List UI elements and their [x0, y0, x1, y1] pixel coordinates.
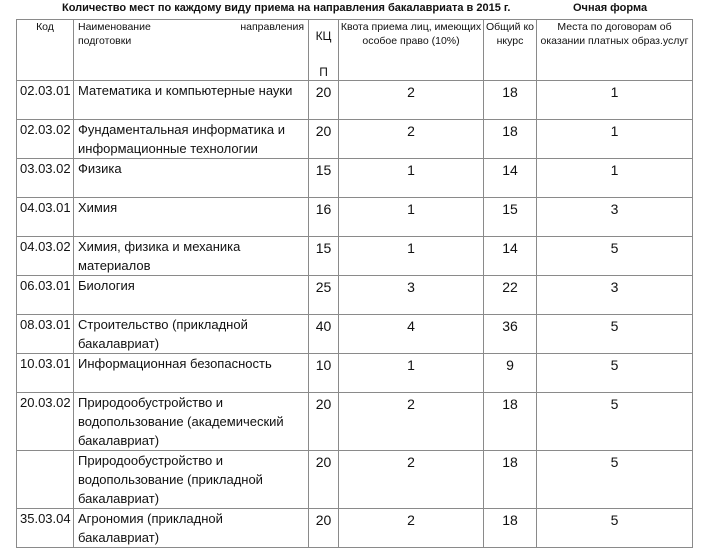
- row-contract: 1: [537, 120, 693, 159]
- row-kcp: 20: [309, 120, 339, 159]
- header-name-word: Наименование: [78, 21, 151, 33]
- header-name: [74, 20, 309, 81]
- row-kcp: 15: [309, 237, 339, 276]
- row-quota: 1: [339, 354, 484, 393]
- table-row: [17, 451, 693, 509]
- row-name: Химия: [74, 198, 309, 237]
- row-kcp: 20: [309, 81, 339, 120]
- row-contract: 5: [537, 393, 693, 451]
- table-header-row: [17, 20, 693, 81]
- table-row: [17, 120, 693, 159]
- row-name: Химия, физика и механика материалов: [74, 237, 309, 276]
- row-quota: 3: [339, 276, 484, 315]
- row-general: 18: [484, 451, 537, 509]
- row-quota: 2: [339, 81, 484, 120]
- row-name: Информационная безопасность: [74, 354, 309, 393]
- table-row: [17, 237, 693, 276]
- row-kcp: 15: [309, 159, 339, 198]
- row-quota: 1: [339, 237, 484, 276]
- row-contract: 3: [537, 198, 693, 237]
- table-row: [17, 393, 693, 451]
- table-row: [17, 315, 693, 354]
- row-name: Природообустройство и водопользование (прикладной бакалавриат): [74, 451, 309, 509]
- row-name: Природообустройство и водопользование (академический бакалавриат): [74, 393, 309, 451]
- table-row: [17, 198, 693, 237]
- row-name: Физика: [74, 159, 309, 198]
- row-name: Биология: [74, 276, 309, 315]
- row-kcp: 40: [309, 315, 339, 354]
- row-kcp: 20: [309, 393, 339, 451]
- row-code: 02.03.02: [17, 120, 74, 159]
- row-contract: 5: [537, 237, 693, 276]
- table-row: [17, 354, 693, 393]
- row-quota: 2: [339, 120, 484, 159]
- row-code: 04.03.02: [17, 237, 74, 276]
- row-quota: 4: [339, 315, 484, 354]
- row-code: 06.03.01: [17, 276, 74, 315]
- row-general: 18: [484, 509, 537, 548]
- row-kcp: 20: [309, 509, 339, 548]
- row-general: 15: [484, 198, 537, 237]
- header-name-line2: подготовки: [78, 35, 132, 47]
- row-contract: 5: [537, 315, 693, 354]
- table-row: [17, 509, 693, 548]
- row-code: 02.03.01: [17, 81, 74, 120]
- row-kcp: 10: [309, 354, 339, 393]
- row-contract: 1: [537, 159, 693, 198]
- row-code: 03.03.02: [17, 159, 74, 198]
- header-general-competition: Общий конкурс: [484, 20, 537, 81]
- row-general: 22: [484, 276, 537, 315]
- row-kcp: 20: [309, 451, 339, 509]
- table-row: [17, 276, 693, 315]
- study-form-label: Очная форма: [573, 2, 648, 14]
- row-code: [17, 451, 74, 509]
- row-code: 10.03.01: [17, 354, 74, 393]
- row-code: 20.03.02: [17, 393, 74, 451]
- row-name: Фундаментальная информатика и информационные технологии: [74, 120, 309, 159]
- row-general: 14: [484, 159, 537, 198]
- row-code: 08.03.01: [17, 315, 74, 354]
- row-quota: 2: [339, 509, 484, 548]
- row-general: 9: [484, 354, 537, 393]
- row-quota: 1: [339, 159, 484, 198]
- row-name: Строительство (прикладной бакалавриат): [74, 315, 309, 354]
- row-name: Математика и компьютерные науки: [74, 81, 309, 120]
- row-quota: 2: [339, 451, 484, 509]
- row-quota: 1: [339, 198, 484, 237]
- admission-quota-table: [16, 19, 693, 548]
- row-general: 36: [484, 315, 537, 354]
- table-row: [17, 81, 693, 120]
- row-general: 18: [484, 120, 537, 159]
- row-general: 14: [484, 237, 537, 276]
- header-code: Код: [17, 20, 74, 81]
- header-quota: Квота приема лиц, имеющих особое право (10%): [339, 20, 484, 81]
- row-general: 18: [484, 81, 537, 120]
- header-kcp: КЦ П: [309, 20, 339, 81]
- row-kcp: 25: [309, 276, 339, 315]
- row-contract: 5: [537, 509, 693, 548]
- row-quota: 2: [339, 393, 484, 451]
- page-header: [0, 0, 720, 16]
- row-name: Агрономия (прикладной бакалавриат): [74, 509, 309, 548]
- row-kcp: 16: [309, 198, 339, 237]
- row-code: 35.03.04: [17, 509, 74, 548]
- table-row: [17, 159, 693, 198]
- document-title: Количество мест по каждому виду приема на направления бакалавриата в 2015 г.: [62, 2, 511, 14]
- header-contract-places: Места по договорам об оказании платных образ.услуг: [537, 20, 693, 81]
- row-code: 04.03.01: [17, 198, 74, 237]
- row-contract: 5: [537, 451, 693, 509]
- row-general: 18: [484, 393, 537, 451]
- row-contract: 3: [537, 276, 693, 315]
- header-name-direction: направления: [240, 21, 304, 33]
- row-contract: 1: [537, 81, 693, 120]
- row-contract: 5: [537, 354, 693, 393]
